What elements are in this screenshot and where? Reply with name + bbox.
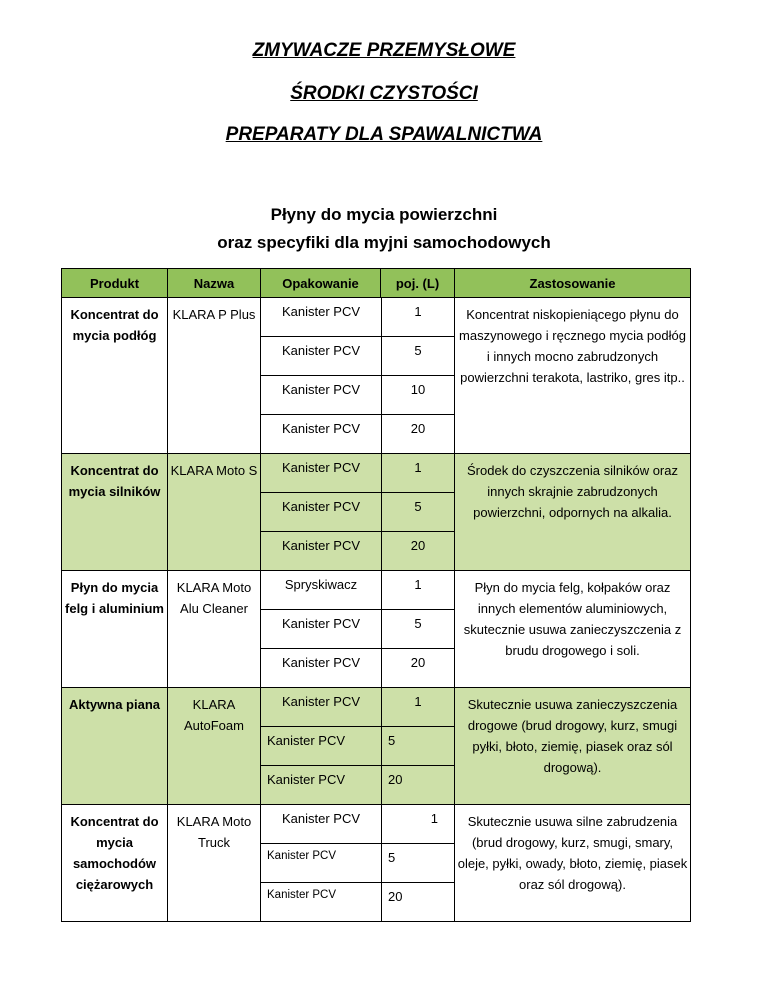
package-type: Kanister PCV	[261, 883, 382, 922]
package-volume: 1	[414, 577, 422, 592]
package-volume: 5	[382, 337, 455, 376]
packages-cell	[261, 805, 455, 922]
column-header-package: Opakowanie	[261, 269, 381, 298]
name-cell: KLARA P Plus	[168, 298, 261, 454]
packages-cell	[261, 571, 455, 688]
name-cell: KLARA Moto S	[168, 454, 261, 571]
package-type: Kanister PCV	[261, 532, 382, 571]
use-cell: Skutecznie usuwa silne zabrudzenia (brud drogowy, kurz, smugi, smary, oleje, pyłki, owady, błoto, ziemię, piasek oraz sól drogową).	[455, 805, 691, 922]
package-type: Kanister PCV	[261, 844, 382, 883]
package-volume: 20	[382, 766, 455, 805]
package-volume: 20	[382, 532, 455, 571]
package-type: Kanister PCV	[261, 688, 382, 727]
package-type: Kanister PCV	[261, 415, 382, 454]
product-cell: Koncentrat do mycia samochodów ciężarowych	[62, 805, 168, 922]
table-row	[62, 805, 691, 922]
package-volume: 1	[430, 811, 438, 826]
use-cell: Koncentrat niskopieniącego płynu do maszynowego i ręcznego mycia podłóg i innych mocno zabrudzonych powierzchni terakota, lastriko, gres itp..	[455, 298, 691, 454]
package-type: Kanister PCV	[261, 766, 382, 805]
package-type: Spryskiwacz	[261, 571, 382, 610]
package-type: Kanister PCV	[261, 649, 382, 688]
package-volume: 5	[382, 493, 455, 532]
package-type: Kanister PCV	[261, 337, 382, 376]
product-cell: Aktywna piana	[62, 688, 168, 805]
packages-cell	[261, 688, 455, 805]
package-type: Kanister PCV	[261, 298, 382, 337]
subtitle-line-2: oraz specyfiki dla myjni samochodowych	[217, 233, 551, 252]
packages-cell	[261, 454, 455, 571]
use-cell: Skutecznie usuwa zanieczyszczenia drogowe (brud drogowy, kurz, smugi pyłki, błoto, ziemię, piasek oraz sól drogową).	[455, 688, 691, 805]
table-row	[62, 571, 691, 688]
package-type: Kanister PCV	[261, 376, 382, 415]
column-header-use: Zastosowanie	[455, 269, 691, 298]
products-table	[61, 268, 691, 922]
package-volume: 1	[414, 460, 422, 475]
table-row	[62, 298, 691, 454]
table-row	[62, 454, 691, 571]
name-cell: KLARA Moto Truck	[168, 805, 261, 922]
table-header-row	[62, 269, 691, 298]
use-cell: Środek do czyszczenia silników oraz innych skrajnie zabrudzonych powierzchni, odpornych na alkalia.	[455, 454, 691, 571]
header-line-1: ZMYWACZE PRZEMYSŁOWE	[252, 40, 516, 61]
table-row	[62, 688, 691, 805]
package-type: Kanister PCV	[261, 610, 382, 649]
package-type: Kanister PCV	[261, 805, 382, 844]
package-volume: 1	[414, 694, 422, 709]
column-header-name: Nazwa	[168, 269, 261, 298]
use-cell: Płyn do mycia felg, kołpaków oraz innych elementów aluminiowych, skutecznie usuwa zanieczyszczenia z brudu drogowego i soli.	[455, 571, 691, 688]
subtitle-line-1: Płyny do mycia powierzchni	[270, 205, 498, 224]
name-cell: KLARA AutoFoam	[168, 688, 261, 805]
product-cell: Koncentrat do mycia silników	[62, 454, 168, 571]
package-volume: 20	[382, 415, 455, 454]
package-volume: 5	[382, 610, 455, 649]
package-volume: 20	[382, 883, 455, 922]
package-type: Kanister PCV	[261, 493, 382, 532]
package-type: Kanister PCV	[261, 454, 382, 493]
package-volume: 10	[382, 376, 455, 415]
package-type: Kanister PCV	[261, 727, 382, 766]
package-volume: 5	[382, 727, 455, 766]
column-header-product: Produkt	[62, 269, 168, 298]
header-line-2: ŚRODKI CZYSTOŚCI	[290, 83, 478, 104]
package-volume: 1	[414, 304, 422, 319]
package-volume: 5	[382, 844, 455, 883]
header-line-3: PREPARATY DLA SPAWALNICTWA	[225, 124, 543, 145]
column-header-volume: poj. (L)	[381, 269, 455, 298]
package-volume: 20	[382, 649, 455, 688]
product-cell: Koncentrat do mycia podłóg	[62, 298, 168, 454]
packages-cell	[261, 298, 455, 454]
product-cell: Płyn do mycia felg i aluminium	[62, 571, 168, 688]
name-cell: KLARA Moto Alu Cleaner	[168, 571, 261, 688]
